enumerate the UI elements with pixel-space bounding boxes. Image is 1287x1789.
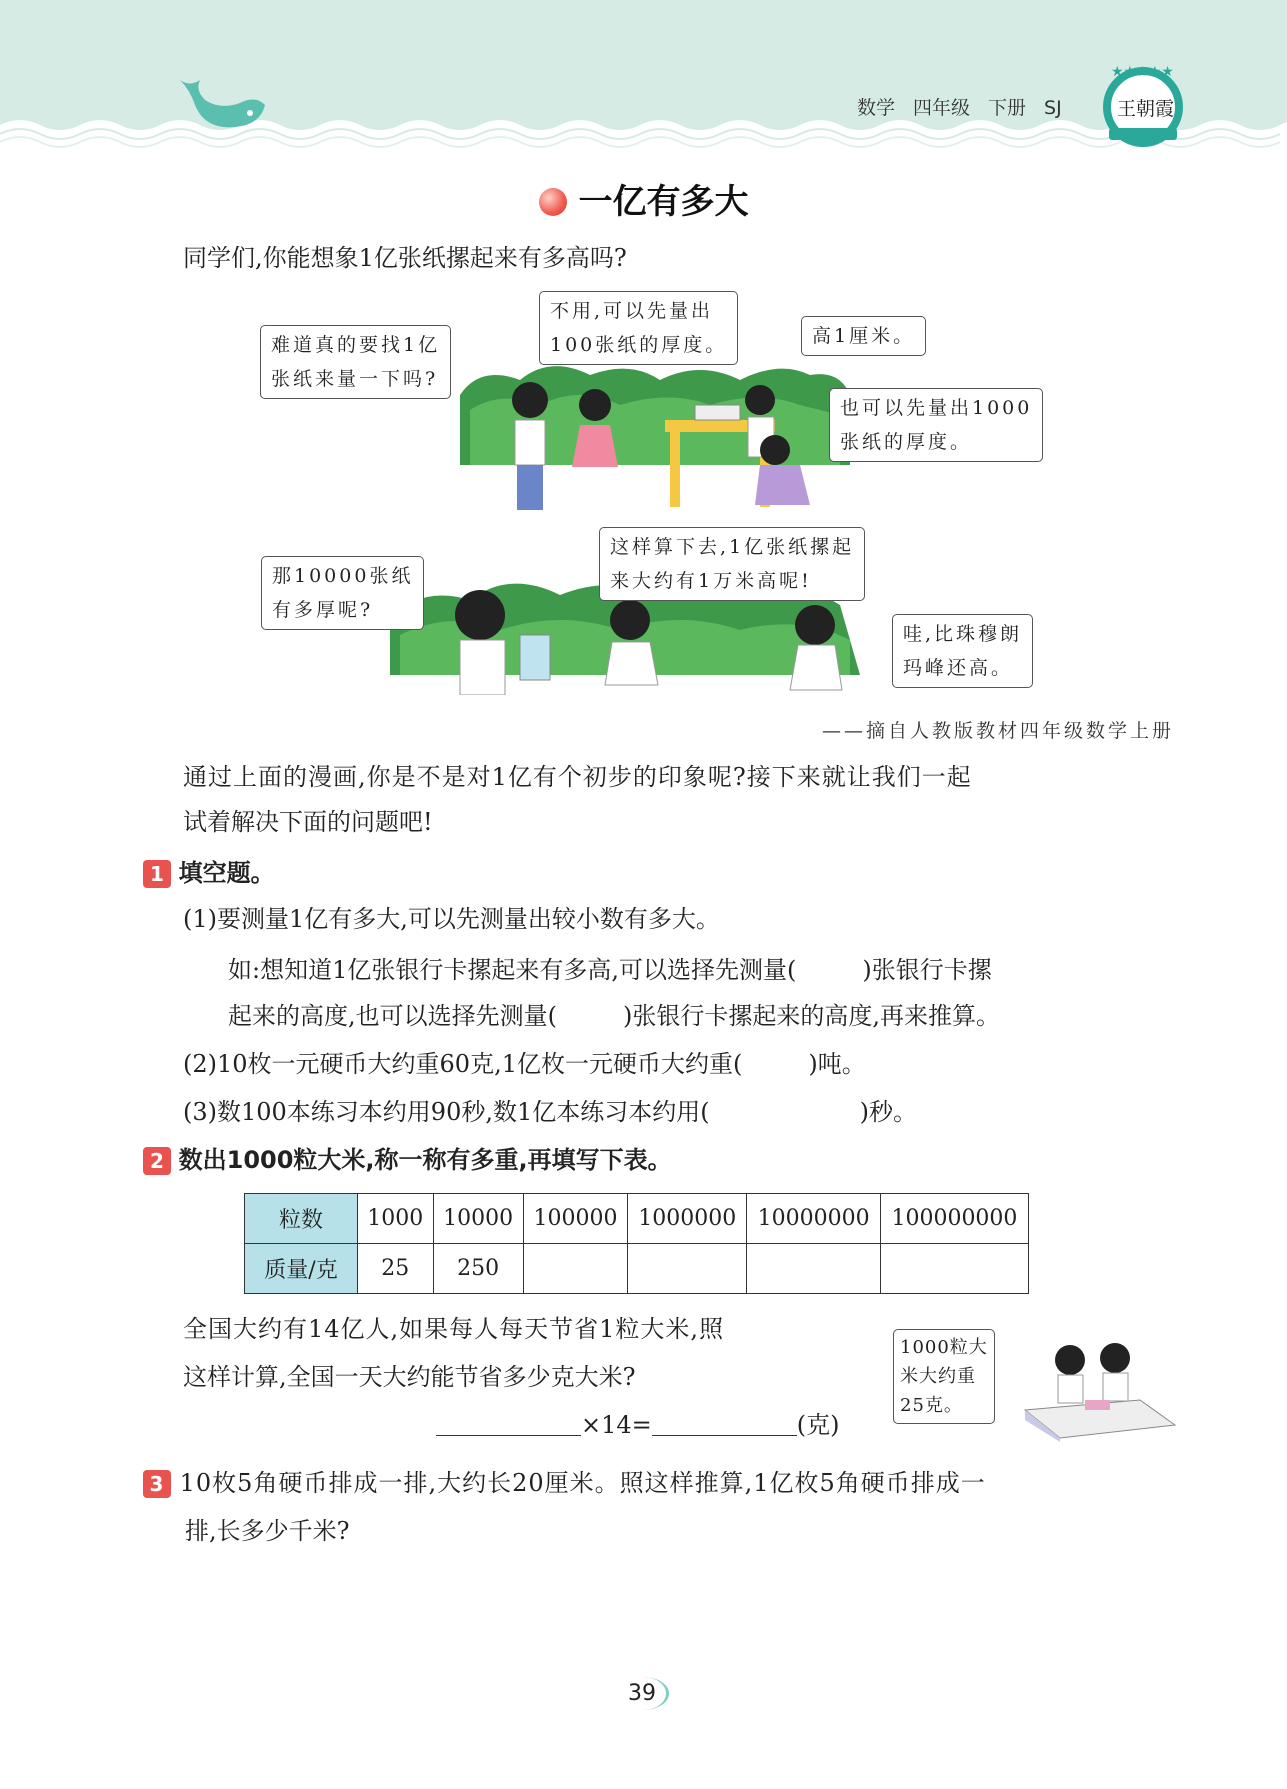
speech-bubble bbox=[801, 316, 926, 356]
question-text: 排,长多少千米? bbox=[185, 1517, 350, 1545]
text: 如:想知道1亿张银行卡摞起来有多高,可以选择先测量( bbox=[228, 956, 797, 984]
speech-bubble bbox=[893, 1329, 995, 1424]
bubble-line: 有多厚呢? bbox=[272, 599, 374, 621]
question-title: 数出1000粒大米,称一称有多重,再填写下表。 bbox=[178, 1146, 672, 1174]
q1-part1: (1)要测量1亿有多大,可以先测量出较小数有多大。 bbox=[183, 905, 720, 933]
q2-text: 这样计算,全国一天大约能节省多少克大米? bbox=[183, 1363, 636, 1391]
brand-logo bbox=[1103, 62, 1183, 150]
speech-bubble bbox=[261, 556, 424, 630]
table-cell: 100000 bbox=[523, 1194, 628, 1244]
bubble-line: 高1厘米。 bbox=[812, 325, 916, 347]
table-cell: 1000000 bbox=[628, 1194, 747, 1244]
page-number bbox=[0, 1677, 1287, 1710]
bullet-dot-icon bbox=[539, 188, 567, 216]
page-number-text: 39 bbox=[618, 1677, 669, 1710]
subject: 数学 bbox=[857, 97, 896, 119]
whale-icon bbox=[175, 75, 275, 135]
table-cell: 100000000 bbox=[880, 1194, 1028, 1244]
logo-text: 王朝霞 bbox=[1117, 98, 1175, 120]
bubble-line: 100张纸的厚度。 bbox=[550, 334, 728, 356]
table-cell: 1000 bbox=[358, 1194, 434, 1244]
q1-example-line1 bbox=[228, 955, 992, 985]
rice-table bbox=[244, 1193, 1029, 1294]
table-cell: 250 bbox=[433, 1244, 523, 1294]
source-attribution: ——摘自人教版教材四年级数学上册 bbox=[821, 720, 1174, 742]
header-meta bbox=[857, 93, 1080, 120]
speech-bubble bbox=[260, 325, 451, 399]
grade: 四年级 bbox=[913, 97, 971, 119]
text: )张银行卡摞 bbox=[862, 956, 992, 984]
text: 起来的高度,也可以选择先测量( bbox=[228, 1002, 557, 1030]
table-cell[interactable] bbox=[523, 1244, 628, 1294]
bubble-line: 玛峰还高。 bbox=[903, 657, 1014, 679]
paragraph-line: 试着解决下面的问题吧! bbox=[183, 808, 433, 836]
bubble-line: 这样算下去,1亿张纸摞起 bbox=[610, 536, 855, 558]
text: ×14= bbox=[581, 1411, 652, 1439]
row-header: 粒数 bbox=[245, 1194, 358, 1244]
q2-text: 全国大约有14亿人,如果每人每天节省1粒大米,照 bbox=[183, 1315, 725, 1343]
title-text: 一亿有多大 bbox=[578, 182, 749, 222]
row-header: 质量/克 bbox=[245, 1244, 358, 1294]
bubble-line: 1000粒大 bbox=[900, 1337, 988, 1358]
kids-weighing-illustration bbox=[1020, 1330, 1180, 1442]
speech-bubble bbox=[539, 291, 738, 365]
table-cell: 25 bbox=[358, 1244, 434, 1294]
speech-bubble bbox=[829, 388, 1043, 462]
table-cell[interactable] bbox=[880, 1244, 1028, 1294]
table-row bbox=[245, 1194, 1029, 1244]
question-title: 填空题。 bbox=[178, 859, 275, 887]
question-1-heading bbox=[143, 858, 275, 888]
question-number-badge: 1 bbox=[143, 860, 171, 888]
intro-text: 同学们,你能想象1亿张纸摞起来有多高吗? bbox=[183, 244, 627, 272]
text: )张银行卡摞起来的高度,再来推算。 bbox=[623, 1002, 1000, 1030]
question-number-badge: 2 bbox=[143, 1147, 171, 1175]
q1-part2 bbox=[183, 1049, 866, 1079]
volume: 下册 bbox=[988, 97, 1027, 119]
speech-bubble bbox=[599, 527, 865, 601]
q1-part3 bbox=[183, 1097, 917, 1127]
question-text: 10枚5角硬币排成一排,大约长20厘米。照这样推算,1亿枚5角硬币排成一 bbox=[179, 1469, 986, 1497]
bubble-line: 哇,比珠穆朗 bbox=[903, 623, 1023, 645]
answer-blank[interactable] bbox=[652, 1410, 797, 1436]
table-row bbox=[245, 1244, 1029, 1294]
text: )吨。 bbox=[808, 1050, 866, 1078]
speech-bubble bbox=[892, 614, 1033, 688]
text: (3)数100本练习本约用90秒,数1亿本练习本约用( bbox=[183, 1098, 710, 1126]
bubble-line: 那10000张纸 bbox=[272, 565, 414, 587]
question-number-badge: 3 bbox=[143, 1470, 171, 1498]
table-cell[interactable] bbox=[628, 1244, 747, 1294]
page-title bbox=[0, 174, 1287, 223]
bubble-line: 难道真的要找1亿 bbox=[271, 334, 441, 356]
text: (克) bbox=[796, 1411, 840, 1439]
q1-example-line2 bbox=[228, 1001, 1000, 1031]
bubble-line: 也可以先量出1000 bbox=[840, 397, 1033, 419]
paragraph-line: 通过上面的漫画,你是不是对1亿有个初步的印象呢?接下来就让我们一起 bbox=[183, 763, 972, 791]
edition: SJ bbox=[1044, 97, 1062, 119]
answer-blank[interactable] bbox=[436, 1410, 581, 1436]
svg-text:★★★★★: ★★★★★ bbox=[1111, 64, 1174, 80]
bubble-line: 不用,可以先量出 bbox=[550, 300, 714, 322]
table-cell: 10000 bbox=[433, 1194, 523, 1244]
q2-formula bbox=[436, 1410, 840, 1440]
question-3 bbox=[143, 1468, 986, 1498]
table-cell: 10000000 bbox=[747, 1194, 881, 1244]
bubble-line: 米大约重 bbox=[900, 1366, 976, 1387]
bubble-line: 25克。 bbox=[900, 1395, 963, 1416]
bubble-line: 来大约有1万米高呢! bbox=[610, 570, 812, 592]
bubble-line: 张纸的厚度。 bbox=[840, 431, 973, 453]
text: (2)10枚一元硬币大约重60克,1亿枚一元硬币大约重( bbox=[183, 1050, 743, 1078]
text: )秒。 bbox=[859, 1098, 917, 1126]
question-2-heading bbox=[143, 1145, 672, 1175]
bubble-line: 张纸来量一下吗? bbox=[271, 368, 439, 390]
table-cell[interactable] bbox=[747, 1244, 881, 1294]
